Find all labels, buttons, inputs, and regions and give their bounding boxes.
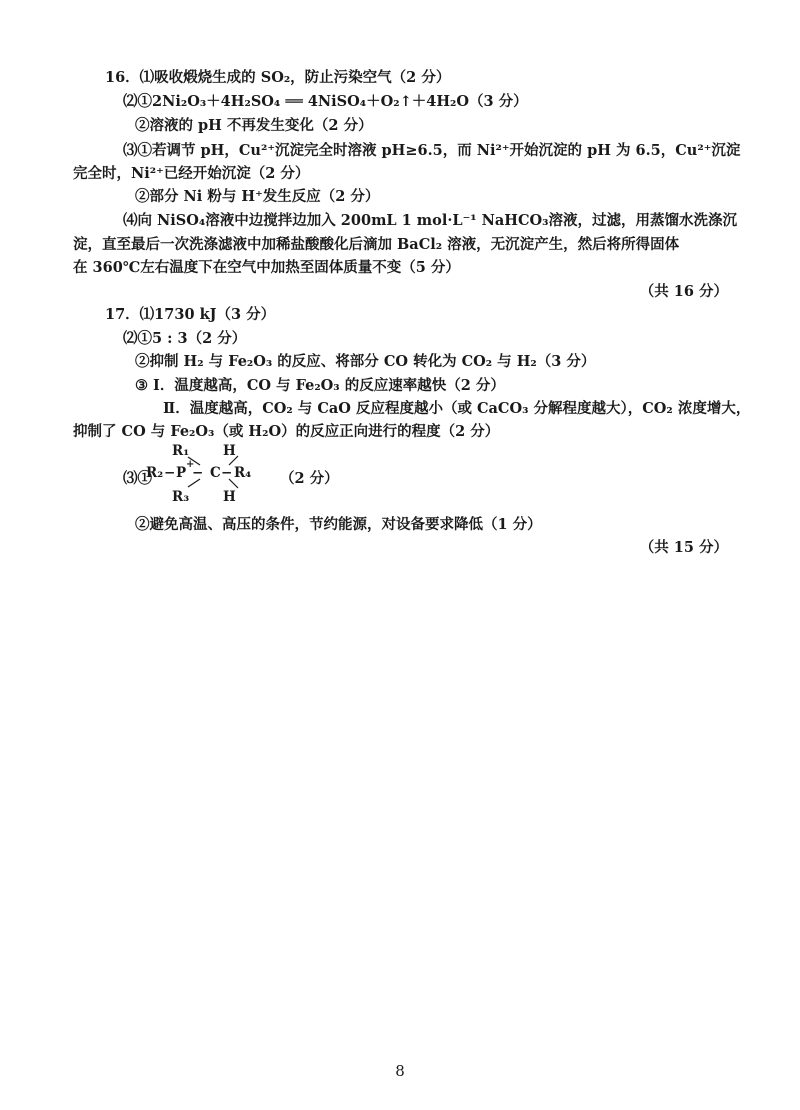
phosphorus-atom: P [176, 465, 187, 481]
q16-line-7: ⑷向 NiSO₄溶液中边搅拌边加入 200mL 1 mol·L⁻¹ NaHCO₃溶液，过滤，用蒸馏水洗涤沉 [123, 212, 737, 229]
r1-label: R₁ [172, 443, 190, 459]
r4-label: R₄ [234, 465, 252, 481]
carbon-atom: C [210, 465, 221, 481]
h-top-label: H [223, 443, 236, 459]
q17-line-8: ②避免高温、高压的条件，节约能源，对设备要求降低（1 分） [135, 516, 542, 533]
positive-charge: + [186, 459, 195, 470]
q17-line-3: ②抑制 H₂ 与 Fe₂O₃ 的反应、将部分 CO 转化为 CO₂ 与 H₂（3 分） [135, 353, 596, 370]
q17-line-2: ⑵①5 : 3（2 分） [123, 330, 247, 347]
q16-line-5: 完全时，Ni²⁺已经开始沉淀（2 分） [73, 165, 310, 182]
bond-r2-p: − [164, 465, 176, 481]
q17-line-5: Ⅱ．温度越高，CO₂ 与 CaO 反应程度越小（或 CaCO₃ 分解程度越大），CO₂ 浓度增大， [163, 400, 751, 417]
q17-line-7-score: （2 分） [280, 470, 339, 487]
q16-line-4: ⑶①若调节 pH，Cu²⁺沉淀完全时溶液 pH≥6.5，而 Ni²⁺开始沉淀的 pH 为 6.5，Cu²⁺沉淀 [123, 142, 741, 159]
q17-line-1: 17．⑴1730 kJ（3 分） [105, 306, 276, 323]
q16-line-6: ②部分 Ni 粉与 H⁺发生反应（2 分） [135, 188, 380, 205]
bond-p-c: − [192, 465, 204, 481]
q17-line-4: ③ Ⅰ．温度越高，CO 与 Fe₂O₃ 的反应速率越快（2 分） [135, 377, 505, 394]
q16-total: （共 16 分） [639, 283, 728, 300]
q16-line-3: ②溶液的 pH 不再发生变化（2 分） [135, 117, 373, 134]
q16-line-1: 16．⑴吸收煅烧生成的 SO₂，防止污染空气（2 分） [105, 69, 451, 86]
r2-label: R₂ [146, 465, 164, 481]
q16-line-8: 淀，直至最后一次洗涤滤液中加稀盐酸酸化后滴加 BaCl₂ 溶液，无沉淀产生，然后将所得固体 [73, 236, 680, 253]
page-number: 8 [395, 1062, 405, 1080]
q16-line-9: 在 360℃左右温度下在空气中加热至固体质量不变（5 分） [73, 259, 460, 276]
q17-total: （共 15 分） [639, 539, 728, 556]
h-bottom-label: H [223, 489, 236, 505]
q17-line-7-label: ⑶① [123, 470, 152, 487]
q17-line-6: 抑制了 CO 与 Fe₂O₃（或 H₂O）的反应正向进行的程度（2 分） [73, 423, 500, 440]
bond-c-r4: − [221, 465, 233, 481]
q16-line-2: ⑵①2Ni₂O₃＋4H₂SO₄ ══ 4NiSO₄＋O₂↑＋4H₂O（3 分） [123, 93, 528, 110]
r3-label: R₃ [172, 489, 190, 505]
